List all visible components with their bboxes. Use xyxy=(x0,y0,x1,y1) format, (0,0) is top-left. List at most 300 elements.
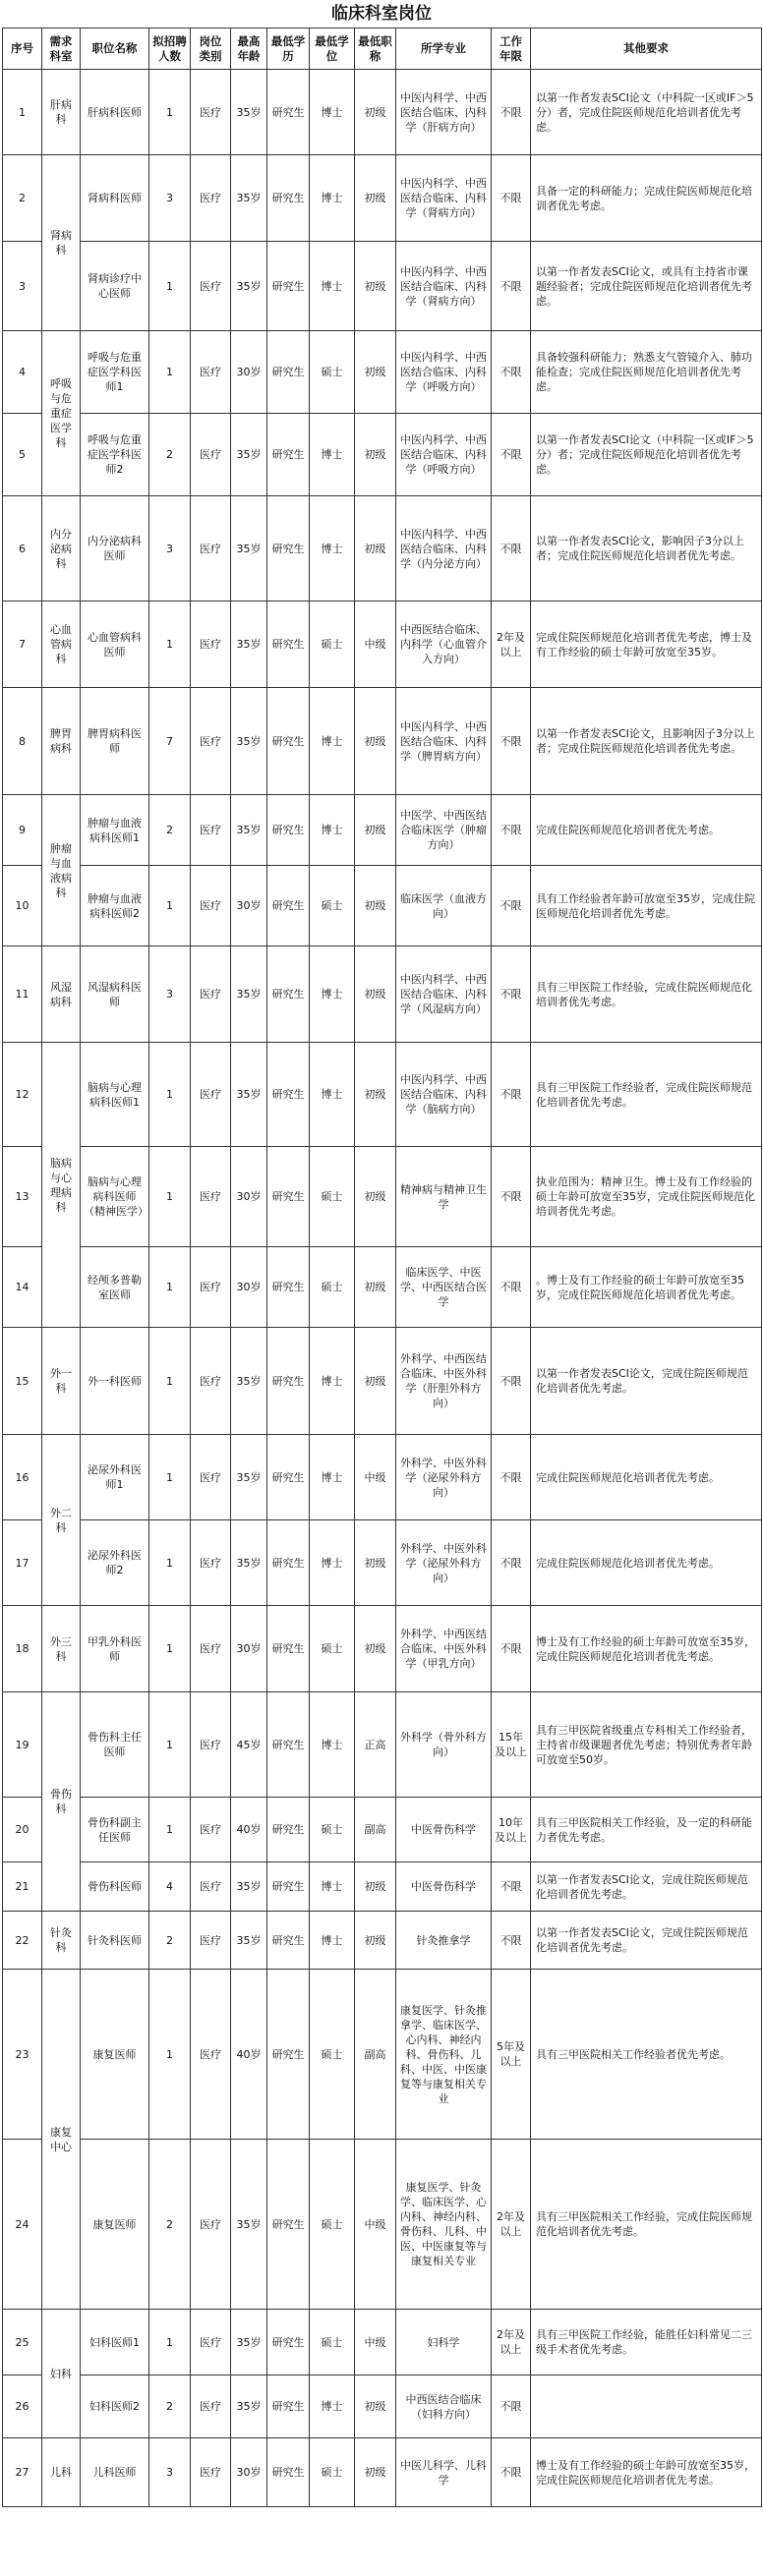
education-cell: 研究生 xyxy=(267,70,310,155)
major-cell: 中医学、中西医结合临床医学（肿瘤方向） xyxy=(396,795,492,866)
years-cell: 不限 xyxy=(492,946,531,1043)
department-cell: 肿瘤与血液病科 xyxy=(42,795,81,946)
table-row xyxy=(3,1862,762,1912)
requirements-cell: 执业范围为：精神卫生。博士及有工作经验的硕士年龄可放宽至35岁，完成住院医师规范化培训者优先考虑。 xyxy=(531,1147,762,1247)
count-cell: 1 xyxy=(149,1147,191,1247)
page-title: 临床科室岗位 xyxy=(331,4,432,24)
count-cell: 4 xyxy=(149,1862,191,1912)
requirements-cell: 以第一作者发表SCI论文，影响因子3分以上者；完成住院医师规范化培训者优先考虑。 xyxy=(531,496,762,601)
education-cell: 研究生 xyxy=(267,688,310,795)
education-cell: 研究生 xyxy=(267,496,310,601)
degree-cell: 硕士 xyxy=(310,2140,355,2310)
position-cell: 风湿病科医师 xyxy=(81,946,149,1043)
title-cell: 初级 xyxy=(355,866,396,946)
position-cell: 肝病科医师 xyxy=(81,70,149,155)
title-cell: 初级 xyxy=(355,1606,396,1692)
count-cell: 1 xyxy=(149,1798,191,1862)
title-cell: 初级 xyxy=(355,1147,396,1247)
major-cell: 外科学、中西医结合临床、中医外科学（肝胆外科方向） xyxy=(396,1328,492,1435)
age-cell: 35岁 xyxy=(231,155,267,242)
degree-cell: 博士 xyxy=(310,242,355,331)
count-cell: 2 xyxy=(149,1912,191,1970)
age-cell: 35岁 xyxy=(231,946,267,1043)
years-cell: 不限 xyxy=(492,795,531,866)
education-cell: 研究生 xyxy=(267,331,310,414)
major-cell: 妇科学 xyxy=(396,2310,492,2376)
category-cell: 医疗 xyxy=(191,1862,231,1912)
header-cell: 最低职称 xyxy=(355,29,396,70)
department-cell: 脑病与心理病科 xyxy=(42,1043,81,1328)
years-cell: 不限 xyxy=(492,1435,531,1520)
department-cell: 康复中心 xyxy=(42,1970,81,2310)
department-cell: 脾胃病科 xyxy=(42,688,81,795)
row-number: 8 xyxy=(3,688,42,795)
table-row xyxy=(3,688,762,795)
years-cell: 不限 xyxy=(492,496,531,601)
row-number: 13 xyxy=(3,1147,42,1247)
requirements-cell: 以第一作者发表SCI论文（中科院一区或IF＞5分）者；完成住院医师规范化培训者优先考虑。 xyxy=(531,414,762,496)
row-number: 25 xyxy=(3,2310,42,2376)
department-cell: 针灸科 xyxy=(42,1912,81,1970)
row-number: 9 xyxy=(3,795,42,866)
table-row xyxy=(3,1912,762,1970)
table-row xyxy=(3,1435,762,1520)
requirements-cell: 以第一作者发表SCI论文，完成住院医师规范化培训者优先考虑。 xyxy=(531,1328,762,1435)
row-number: 27 xyxy=(3,2438,42,2507)
row-number: 26 xyxy=(3,2376,42,2438)
major-cell: 中医内科学、中西医结合临床、内科学（脾胃病方向） xyxy=(396,688,492,795)
degree-cell: 博士 xyxy=(310,2376,355,2438)
position-cell: 经颅多普勒室医师 xyxy=(81,1247,149,1328)
requirements-cell xyxy=(531,2376,762,2438)
position-cell: 康复医师 xyxy=(81,2140,149,2310)
major-cell: 中医内科学、中西医结合临床、内科学（内分泌方向） xyxy=(396,496,492,601)
degree-cell: 硕士 xyxy=(310,2310,355,2376)
degree-cell: 硕士 xyxy=(310,866,355,946)
title-cell: 初级 xyxy=(355,1520,396,1606)
years-cell: 不限 xyxy=(492,155,531,242)
title-cell: 初级 xyxy=(355,1912,396,1970)
header-cell: 最高年龄 xyxy=(231,29,267,70)
major-cell: 中医骨伤科学 xyxy=(396,1862,492,1912)
age-cell: 35岁 xyxy=(231,795,267,866)
department-cell: 风湿病科 xyxy=(42,946,81,1043)
age-cell: 30岁 xyxy=(231,1147,267,1247)
header-row xyxy=(3,29,762,70)
years-cell: 不限 xyxy=(492,242,531,331)
education-cell: 研究生 xyxy=(267,1862,310,1912)
table-row xyxy=(3,1247,762,1328)
requirements-cell: 以第一作者发表SCI论文（中科院一区或IF＞5分）者，完成住院医师规范化培训者优先考虑。 xyxy=(531,70,762,155)
department-cell: 妇科 xyxy=(42,2310,81,2438)
count-cell: 3 xyxy=(149,2438,191,2507)
education-cell: 研究生 xyxy=(267,1147,310,1247)
degree-cell: 硕士 xyxy=(310,1798,355,1862)
category-cell: 医疗 xyxy=(191,1328,231,1435)
years-cell: 不限 xyxy=(492,70,531,155)
years-cell: 不限 xyxy=(492,1247,531,1328)
count-cell: 1 xyxy=(149,866,191,946)
row-number: 12 xyxy=(3,1043,42,1147)
title-cell: 初级 xyxy=(355,70,396,155)
title-cell: 副高 xyxy=(355,1970,396,2140)
category-cell: 医疗 xyxy=(191,866,231,946)
requirements-cell: 具有三甲医院省级重点专科相关工作经验者，主持省市级课题者优先考虑；特别优秀者年龄可放宽至50岁。 xyxy=(531,1692,762,1798)
table-row xyxy=(3,1147,762,1247)
title-cell: 中级 xyxy=(355,2140,396,2310)
years-cell: 不限 xyxy=(492,688,531,795)
header-cell: 最低学位 xyxy=(310,29,355,70)
requirements-cell: 具有三甲医院工作经验，完成住院医师规范化培训者优先考虑。 xyxy=(531,946,762,1043)
age-cell: 35岁 xyxy=(231,414,267,496)
title-cell: 正高 xyxy=(355,1692,396,1798)
degree-cell: 博士 xyxy=(310,688,355,795)
count-cell: 2 xyxy=(149,2376,191,2438)
header-cell: 序号 xyxy=(3,29,42,70)
count-cell: 1 xyxy=(149,242,191,331)
major-cell: 外科学、中医外科学（泌尿外科方向） xyxy=(396,1435,492,1520)
years-cell: 不限 xyxy=(492,1043,531,1147)
major-cell: 中西医结合临床（妇科方向） xyxy=(396,2376,492,2438)
title-cell: 初级 xyxy=(355,946,396,1043)
position-cell: 泌尿外科医师1 xyxy=(81,1435,149,1520)
row-number: 4 xyxy=(3,331,42,414)
years-cell: 15年及以上 xyxy=(492,1692,531,1798)
years-cell: 不限 xyxy=(492,1606,531,1692)
category-cell: 医疗 xyxy=(191,242,231,331)
years-cell: 不限 xyxy=(492,1520,531,1606)
major-cell: 中西医结合临床、内科学（心血管介入方向） xyxy=(396,601,492,688)
requirements-cell: 以第一作者发表SCI论文，完成住院医师规范化培训者优先考虑。 xyxy=(531,1912,762,1970)
position-cell: 呼吸与危重症医学科医师1 xyxy=(81,331,149,414)
category-cell: 医疗 xyxy=(191,2438,231,2507)
count-cell: 1 xyxy=(149,1328,191,1435)
requirements-cell: 具有三甲医院相关工作经验，完成住院医师规范化培训者优先考虑。 xyxy=(531,2140,762,2310)
degree-cell: 博士 xyxy=(310,1328,355,1435)
category-cell: 医疗 xyxy=(191,155,231,242)
requirements-cell: 完成住院医师规范化培训者优先考虑。 xyxy=(531,795,762,866)
position-cell: 针灸科医师 xyxy=(81,1912,149,1970)
age-cell: 30岁 xyxy=(231,2438,267,2507)
degree-cell: 硕士 xyxy=(310,331,355,414)
requirements-cell: 具有三甲医院相关工作经验者优先考虑。 xyxy=(531,1970,762,2140)
degree-cell: 硕士 xyxy=(310,2438,355,2507)
major-cell: 外科学（骨外科方向） xyxy=(396,1692,492,1798)
count-cell: 1 xyxy=(149,1247,191,1328)
row-number: 15 xyxy=(3,1328,42,1435)
age-cell: 35岁 xyxy=(231,1328,267,1435)
header-cell: 需求科室 xyxy=(42,29,81,70)
requirements-cell: 。博士及有工作经验的硕士年龄可放宽至35岁，完成住院医师规范化培训者优先考虑。 xyxy=(531,1247,762,1328)
table-row xyxy=(3,1606,762,1692)
position-cell: 骨伤科主任医师 xyxy=(81,1692,149,1798)
major-cell: 针灸推拿学 xyxy=(396,1912,492,1970)
position-cell: 康复医师 xyxy=(81,1970,149,2140)
category-cell: 医疗 xyxy=(191,1692,231,1798)
age-cell: 35岁 xyxy=(231,1862,267,1912)
row-number: 23 xyxy=(3,1970,42,2140)
degree-cell: 博士 xyxy=(310,1043,355,1147)
table-row xyxy=(3,946,762,1043)
major-cell: 中医内科学、中西医结合临床、内科学（呼吸方向） xyxy=(396,331,492,414)
degree-cell: 博士 xyxy=(310,1862,355,1912)
age-cell: 40岁 xyxy=(231,1970,267,2140)
table-row xyxy=(3,2376,762,2438)
degree-cell: 硕士 xyxy=(310,601,355,688)
degree-cell: 硕士 xyxy=(310,1606,355,1692)
title-cell: 中级 xyxy=(355,1435,396,1520)
major-cell: 外科学、中医外科学（泌尿外科方向） xyxy=(396,1520,492,1606)
major-cell: 中医内科学、中西医结合临床、内科学（肾病方向） xyxy=(396,155,492,242)
age-cell: 30岁 xyxy=(231,1606,267,1692)
table-row xyxy=(3,1692,762,1798)
title-cell: 初级 xyxy=(355,1862,396,1912)
position-cell: 骨伤科医师 xyxy=(81,1862,149,1912)
education-cell: 研究生 xyxy=(267,795,310,866)
position-cell: 呼吸与危重症医学科医师2 xyxy=(81,414,149,496)
row-number: 11 xyxy=(3,946,42,1043)
title-cell: 初级 xyxy=(355,2438,396,2507)
years-cell: 不限 xyxy=(492,1328,531,1435)
department-cell: 儿科 xyxy=(42,2438,81,2507)
row-number: 2 xyxy=(3,155,42,242)
category-cell: 医疗 xyxy=(191,1912,231,1970)
count-cell: 1 xyxy=(149,331,191,414)
position-cell: 脾胃病科医师 xyxy=(81,688,149,795)
title-cell: 初级 xyxy=(355,155,396,242)
education-cell: 研究生 xyxy=(267,1692,310,1798)
count-cell: 1 xyxy=(149,2310,191,2376)
table-row xyxy=(3,242,762,331)
table-row xyxy=(3,1970,762,2140)
header-cell: 其他要求 xyxy=(531,29,762,70)
table-row xyxy=(3,2438,762,2507)
requirements-cell: 以第一作者发表SCI论文，且影响因子3分以上者；完成住院医师规范化培训者优先考虑。 xyxy=(531,688,762,795)
major-cell: 中医内科学、中西医结合临床、内科学（肾病方向） xyxy=(396,242,492,331)
degree-cell: 硕士 xyxy=(310,1247,355,1328)
education-cell: 研究生 xyxy=(267,1912,310,1970)
category-cell: 医疗 xyxy=(191,1798,231,1862)
table-row xyxy=(3,866,762,946)
degree-cell: 博士 xyxy=(310,795,355,866)
count-cell: 3 xyxy=(149,946,191,1043)
title-cell: 初级 xyxy=(355,331,396,414)
requirements-cell: 具有工作经验者年龄可放宽至35岁，完成住院医师规范化培训者优先考虑。 xyxy=(531,866,762,946)
requirements-cell: 具有三甲医院工作经验者，完成住院医师规范化培训者优先考虑。 xyxy=(531,1043,762,1147)
years-cell: 不限 xyxy=(492,331,531,414)
count-cell: 7 xyxy=(149,688,191,795)
count-cell: 2 xyxy=(149,795,191,866)
row-number: 14 xyxy=(3,1247,42,1328)
major-cell: 临床医学、中医学、中西医结合医学 xyxy=(396,1247,492,1328)
table-row xyxy=(3,601,762,688)
title-cell: 副高 xyxy=(355,1798,396,1862)
requirements-cell: 具有三甲医院工作经验，能胜任妇科常见二三级手术者优先考虑。 xyxy=(531,2310,762,2376)
major-cell: 康复医学、针灸学、临床医学、心内科、神经内科、骨伤科、儿科、中医、中医康复等与康复相关专业 xyxy=(396,2140,492,2310)
education-cell: 研究生 xyxy=(267,1043,310,1147)
years-cell: 不限 xyxy=(492,866,531,946)
title-cell: 初级 xyxy=(355,795,396,866)
category-cell: 医疗 xyxy=(191,688,231,795)
category-cell: 医疗 xyxy=(191,795,231,866)
age-cell: 35岁 xyxy=(231,2376,267,2438)
requirements-cell: 博士及有工作经验的硕士年龄可放宽至35岁，完成住院医师规范化培训者优先考虑。 xyxy=(531,2438,762,2507)
count-cell: 1 xyxy=(149,601,191,688)
category-cell: 医疗 xyxy=(191,2140,231,2310)
position-cell: 甲乳外科医师 xyxy=(81,1606,149,1692)
table-row xyxy=(3,1798,762,1862)
education-cell: 研究生 xyxy=(267,1606,310,1692)
title-cell: 初级 xyxy=(355,688,396,795)
degree-cell: 博士 xyxy=(310,1435,355,1520)
years-cell: 不限 xyxy=(492,1147,531,1247)
department-cell: 心血管病科 xyxy=(42,601,81,688)
education-cell: 研究生 xyxy=(267,1247,310,1328)
title-cell: 初级 xyxy=(355,1247,396,1328)
education-cell: 研究生 xyxy=(267,1435,310,1520)
department-cell: 呼吸与危重症医学科 xyxy=(42,331,81,496)
row-number: 7 xyxy=(3,601,42,688)
row-number: 17 xyxy=(3,1520,42,1606)
education-cell: 研究生 xyxy=(267,946,310,1043)
table-row xyxy=(3,1520,762,1606)
title-cell: 中级 xyxy=(355,601,396,688)
degree-cell: 博士 xyxy=(310,155,355,242)
table-row xyxy=(3,496,762,601)
major-cell: 中医内科学、中西医结合临床、内科学（脑病方向） xyxy=(396,1043,492,1147)
age-cell: 40岁 xyxy=(231,1798,267,1862)
requirements-cell: 完成住院医师规范化培训者优先考虑。 xyxy=(531,1435,762,1520)
requirements-cell: 具备较强科研能力；熟悉支气管镜介入、肺功能检查；完成住院医师规范化培训者优先考虑。 xyxy=(531,331,762,414)
count-cell: 3 xyxy=(149,155,191,242)
header-cell: 最低学历 xyxy=(267,29,310,70)
major-cell: 中医内科学、中西医结合临床、内科学（风湿病方向） xyxy=(396,946,492,1043)
major-cell: 中医儿科学、儿科学 xyxy=(396,2438,492,2507)
category-cell: 医疗 xyxy=(191,2376,231,2438)
requirements-cell: 具备一定的科研能力；完成住院医师规范化培训者优先考虑。 xyxy=(531,155,762,242)
education-cell: 研究生 xyxy=(267,866,310,946)
header-cell: 所学专业 xyxy=(396,29,492,70)
position-cell: 肿瘤与血液病科医师1 xyxy=(81,795,149,866)
category-cell: 医疗 xyxy=(191,601,231,688)
category-cell: 医疗 xyxy=(191,1970,231,2140)
education-cell: 研究生 xyxy=(267,1798,310,1862)
table-row xyxy=(3,2310,762,2376)
major-cell: 康复医学、针灸推拿学、临床医学、心内科、神经内科、骨伤科、儿科、中医、中医康复等与康复相关专业 xyxy=(396,1970,492,2140)
education-cell: 研究生 xyxy=(267,242,310,331)
education-cell: 研究生 xyxy=(267,2376,310,2438)
position-cell: 妇科医师1 xyxy=(81,2310,149,2376)
header-cell: 岗位类别 xyxy=(191,29,231,70)
category-cell: 医疗 xyxy=(191,1247,231,1328)
category-cell: 医疗 xyxy=(191,1520,231,1606)
years-cell: 2年及以上 xyxy=(492,2310,531,2376)
position-cell: 内分泌病科医师 xyxy=(81,496,149,601)
age-cell: 35岁 xyxy=(231,1435,267,1520)
education-cell: 研究生 xyxy=(267,1970,310,2140)
years-cell: 2年及以上 xyxy=(492,601,531,688)
education-cell: 研究生 xyxy=(267,601,310,688)
education-cell: 研究生 xyxy=(267,2438,310,2507)
count-cell: 1 xyxy=(149,1606,191,1692)
department-cell: 外三科 xyxy=(42,1606,81,1692)
age-cell: 35岁 xyxy=(231,601,267,688)
department-cell: 内分泌病科 xyxy=(42,496,81,601)
count-cell: 1 xyxy=(149,1692,191,1798)
age-cell: 30岁 xyxy=(231,866,267,946)
age-cell: 35岁 xyxy=(231,242,267,331)
header-cell: 拟招聘人数 xyxy=(149,29,191,70)
age-cell: 35岁 xyxy=(231,1912,267,1970)
degree-cell: 博士 xyxy=(310,414,355,496)
row-number: 6 xyxy=(3,496,42,601)
row-number: 5 xyxy=(3,414,42,496)
position-cell: 心血管病科医师 xyxy=(81,601,149,688)
count-cell: 2 xyxy=(149,414,191,496)
position-cell: 肾病科医师 xyxy=(81,155,149,242)
title-cell: 初级 xyxy=(355,242,396,331)
title-cell: 中级 xyxy=(355,2310,396,2376)
age-cell: 35岁 xyxy=(231,1520,267,1606)
header-cell: 职位名称 xyxy=(81,29,149,70)
row-number: 24 xyxy=(3,2140,42,2310)
row-number: 22 xyxy=(3,1912,42,1970)
count-cell: 1 xyxy=(149,70,191,155)
table-row xyxy=(3,331,762,414)
education-cell: 研究生 xyxy=(267,1328,310,1435)
requirements-cell: 以第一作者发表SCI论文，完成住院医师规范化培训者优先考虑。 xyxy=(531,1862,762,1912)
count-cell: 1 xyxy=(149,1043,191,1147)
positions-table xyxy=(2,28,762,2507)
position-cell: 儿科医师 xyxy=(81,2438,149,2507)
age-cell: 35岁 xyxy=(231,2140,267,2310)
degree-cell: 博士 xyxy=(310,1912,355,1970)
position-cell: 肾病诊疗中心医师 xyxy=(81,242,149,331)
position-cell: 骨伤科副主任医师 xyxy=(81,1798,149,1862)
years-cell: 2年及以上 xyxy=(492,2140,531,2310)
age-cell: 35岁 xyxy=(231,688,267,795)
table-row xyxy=(3,1043,762,1147)
education-cell: 研究生 xyxy=(267,414,310,496)
years-cell: 不限 xyxy=(492,1862,531,1912)
education-cell: 研究生 xyxy=(267,2310,310,2376)
count-cell: 1 xyxy=(149,1435,191,1520)
row-number: 16 xyxy=(3,1435,42,1520)
category-cell: 医疗 xyxy=(191,1606,231,1692)
position-cell: 肿瘤与血液病科医师2 xyxy=(81,866,149,946)
count-cell: 3 xyxy=(149,496,191,601)
age-cell: 30岁 xyxy=(231,331,267,414)
degree-cell: 硕士 xyxy=(310,1970,355,2140)
table-row xyxy=(3,1328,762,1435)
years-cell: 不限 xyxy=(492,1912,531,1970)
degree-cell: 博士 xyxy=(310,70,355,155)
header-cell: 工作年限 xyxy=(492,29,531,70)
position-cell: 脑病与心理病科医师（精神医学） xyxy=(81,1147,149,1247)
requirements-cell: 以第一作者发表SCI论文，或具有主持省市课题经验者；完成住院医师规范化培训者优先考虑。 xyxy=(531,242,762,331)
major-cell: 精神病与精神卫生学 xyxy=(396,1147,492,1247)
major-cell: 中医内科学、中西医结合临床、内科学（呼吸方向） xyxy=(396,414,492,496)
department-cell: 外一科 xyxy=(42,1328,81,1435)
row-number: 18 xyxy=(3,1606,42,1692)
years-cell: 10年及以上 xyxy=(492,1798,531,1862)
years-cell: 不限 xyxy=(492,2376,531,2438)
degree-cell: 博士 xyxy=(310,946,355,1043)
degree-cell: 硕士 xyxy=(310,1147,355,1247)
count-cell: 1 xyxy=(149,1520,191,1606)
requirements-cell: 具有三甲医院相关工作经验，及一定的科研能力者优先考虑。 xyxy=(531,1798,762,1862)
major-cell: 中医内科学、中西医结合临床、内科学（肝病方向） xyxy=(396,70,492,155)
